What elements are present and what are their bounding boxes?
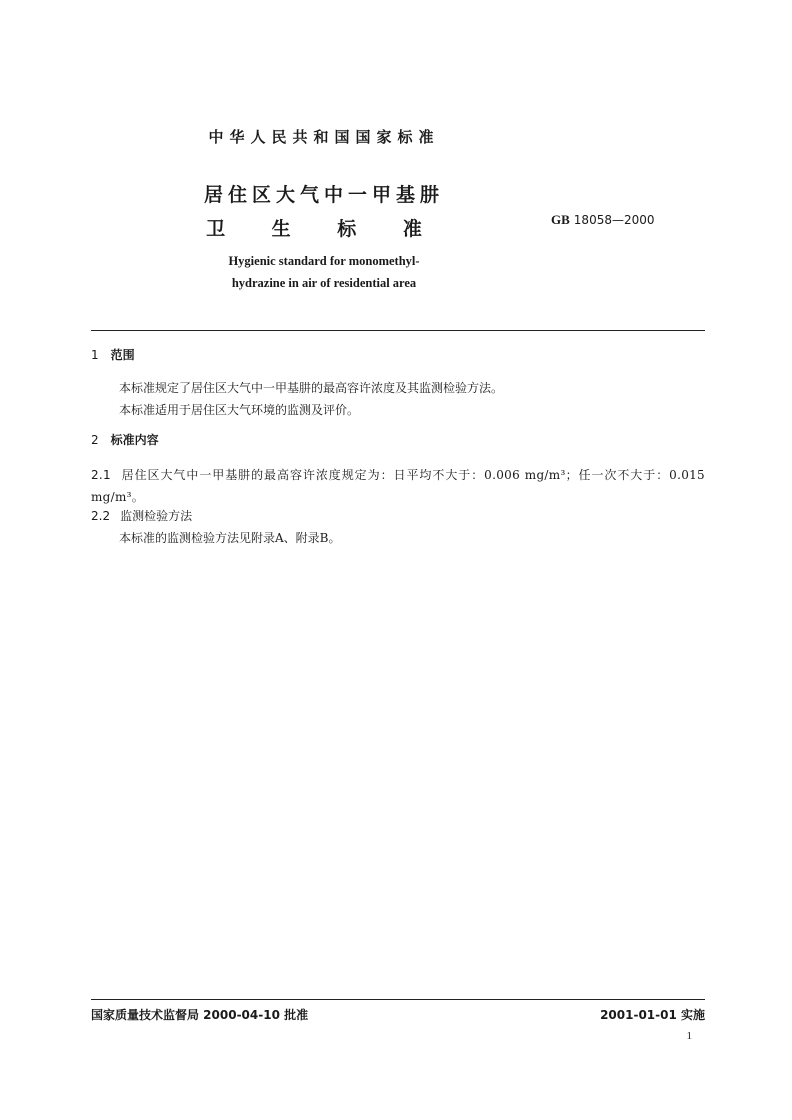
clause-2-1-number: 2.1 (91, 468, 111, 482)
english-title-line2: hydrazine in air of residential area (231, 276, 417, 290)
section-1-title: 范围 (110, 348, 135, 362)
section-2-title: 标准内容 (110, 433, 159, 447)
english-title-line1: Hygienic standard for monomethyl- (228, 254, 420, 268)
national-standard-label: 中华人民共和国国家标准 (208, 128, 440, 146)
clause-2-2-heading (91, 507, 192, 524)
clause-2-2-text: 本标准的监测检验方法见附录A、附录B。 (119, 531, 341, 545)
clause-2-2-number: 2.2 (91, 509, 111, 523)
section-2-number: 2 (91, 433, 99, 447)
header-divider (91, 330, 705, 331)
footer-divider (91, 999, 705, 1000)
gb-code: GB (551, 212, 570, 227)
page-number: 1 (686, 1030, 692, 1042)
approval-line: 国家质量技术监督局 2000-04-10 批准 (91, 1008, 309, 1022)
section-2-heading (91, 431, 159, 448)
standard-number (551, 212, 655, 228)
section-1-paragraph-2: 本标准适用于居住区大气环境的监测及评价。 (119, 403, 360, 417)
standard-title-line1: 居住区大气中一甲基肼 (203, 184, 444, 206)
clause-2-1-text: 居住区大气中一甲基肼的最高容许浓度规定为：日平均不大于：0.006 mg/m³；任一次不大于：0.015 mg/m³。 (91, 468, 705, 504)
section-1-heading (91, 346, 135, 363)
section-1-number: 1 (91, 348, 99, 362)
standard-title-line2: 卫 生 标 准 (206, 218, 442, 240)
implementation-date: 2001-01-01 实施 (600, 1008, 705, 1022)
section-1-paragraph-1: 本标准规定了居住区大气中一甲基肼的最高容许浓度及其监测检验方法。 (119, 381, 504, 395)
clause-2-1 (91, 464, 705, 508)
clause-2-2-title: 监测检验方法 (120, 509, 193, 523)
gb-number: 18058—2000 (573, 213, 655, 227)
